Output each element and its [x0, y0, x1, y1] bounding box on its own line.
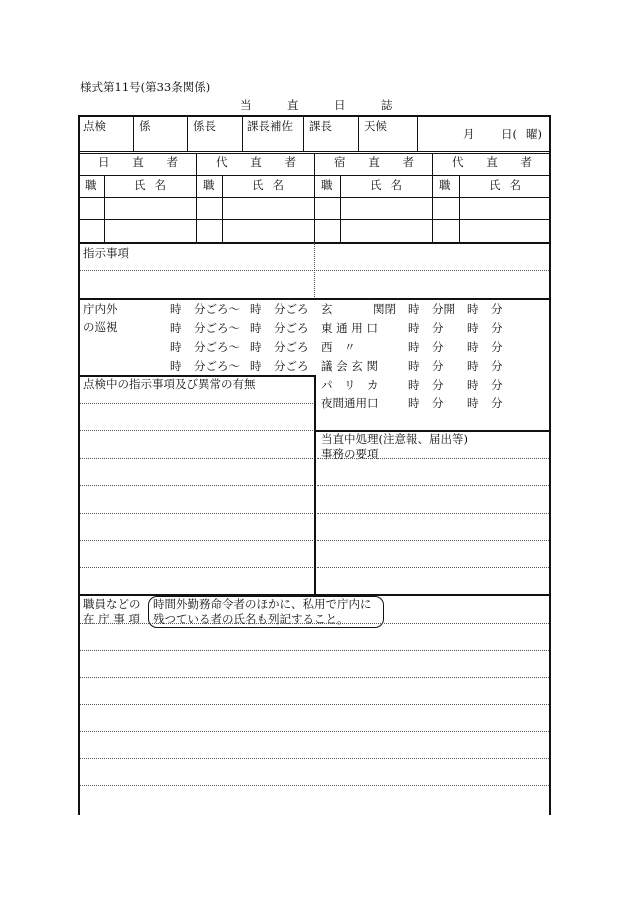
- processing-label: 事務の要項: [321, 447, 379, 461]
- door-hour: 時: [408, 340, 420, 354]
- patrol-label: の巡視: [83, 320, 118, 334]
- door-hour: 時: [408, 321, 420, 335]
- door-name: 夜間通用口: [321, 396, 379, 410]
- door-minute: 分: [432, 359, 444, 373]
- door-minute: 分: [432, 321, 444, 335]
- approval-staff: 係: [139, 119, 151, 133]
- door-minute: 分: [432, 340, 444, 354]
- staff-present-label: 在 庁 事 項: [83, 612, 140, 626]
- door-minute: 分: [491, 340, 503, 354]
- duty-name-label: 氏 名: [489, 178, 521, 192]
- door-minute: 分: [491, 359, 503, 373]
- patrol-label: 庁内外: [83, 302, 118, 316]
- patrol-hour: 時: [250, 302, 262, 316]
- duty-name-label: 氏 名: [370, 178, 402, 192]
- patrol-minute: 分ごろ: [274, 359, 309, 373]
- staff-present-note: 残つている者の氏名も列記すること。: [153, 612, 349, 626]
- door-hour: 時: [408, 378, 420, 392]
- door-hour: 時: [408, 396, 420, 410]
- duty-name-label: 氏 名: [252, 178, 284, 192]
- patrol-hour: 時: [170, 340, 182, 354]
- door-hour: 時: [408, 359, 420, 373]
- door-name: パ リ カ: [321, 378, 379, 392]
- date-day: 日(: [501, 127, 517, 141]
- door-status: 関閉: [373, 302, 396, 316]
- title-char: 当: [240, 98, 252, 112]
- processing-label: 当直中処理(注意報、届出等): [321, 432, 468, 446]
- door-hour: 時: [408, 302, 420, 316]
- frame-right: [549, 115, 551, 815]
- door-name: 玄: [321, 302, 333, 316]
- patrol-minute: 分ごろ〜: [194, 302, 240, 316]
- patrol-minute: 分ごろ〜: [194, 340, 240, 354]
- form-number: 様式第11号(第33条関係): [80, 80, 211, 94]
- door-hour: 時: [467, 321, 479, 335]
- door-hour: 時: [467, 396, 479, 410]
- patrol-hour: 時: [170, 321, 182, 335]
- patrol-hour: 時: [250, 340, 262, 354]
- duty-post-label: 職: [85, 178, 97, 192]
- title-char: 誌: [381, 98, 393, 112]
- duty-post-label: 職: [203, 178, 215, 192]
- date-weekday: 曜): [526, 127, 542, 141]
- duty-header-night: 宿 直 者: [334, 155, 414, 169]
- patrol-minute: 分ごろ〜: [194, 359, 240, 373]
- frame-left: [78, 115, 80, 815]
- date-month: 月: [463, 127, 475, 141]
- patrol-hour: 時: [250, 321, 262, 335]
- patrol-minute: 分ごろ〜: [194, 321, 240, 335]
- weather-label: 天候: [364, 119, 387, 133]
- door-name: 西 〃: [321, 340, 356, 354]
- duty-post-label: 職: [439, 178, 451, 192]
- approval-chief: 係長: [193, 119, 216, 133]
- duty-header-substitute-day: 代 直 者: [216, 155, 296, 169]
- patrol-minute: 分ごろ: [274, 321, 309, 335]
- title-char: 日: [334, 98, 346, 112]
- door-name: 議 会 玄 関: [321, 359, 378, 373]
- inspection-label: 点検中の指示事項及び異常の有無: [83, 377, 256, 391]
- instructions-label: 指示事項: [83, 246, 129, 260]
- duty-header-day: 日 直 者: [98, 155, 178, 169]
- approval-manager: 課長: [309, 119, 332, 133]
- patrol-hour: 時: [170, 359, 182, 373]
- door-minute: 分: [432, 396, 444, 410]
- door-minute: 分: [491, 302, 503, 316]
- staff-present-note: 時間外勤務命令者のほかに、私用で庁内に: [153, 597, 372, 611]
- patrol-minute: 分ごろ: [274, 340, 309, 354]
- approval-deputy-manager: 課長補佐: [247, 119, 293, 133]
- approval-inspection: 点検: [83, 119, 106, 133]
- door-hour: 時: [467, 302, 479, 316]
- door-hour: 時: [467, 340, 479, 354]
- patrol-minute: 分ごろ: [274, 302, 309, 316]
- duty-post-label: 職: [321, 178, 333, 192]
- door-name: 東 通 用 口: [321, 321, 378, 335]
- title-char: 直: [287, 98, 299, 112]
- door-minute: 分: [491, 378, 503, 392]
- staff-present-label: 職員などの: [83, 597, 141, 611]
- door-minute: 分: [432, 378, 444, 392]
- door-hour: 時: [467, 359, 479, 373]
- frame-top: [78, 115, 551, 117]
- duty-name-label: 氏 名: [134, 178, 166, 192]
- door-hour: 時: [467, 378, 479, 392]
- duty-header-substitute-night: 代 直 者: [452, 155, 532, 169]
- door-minute: 分: [491, 321, 503, 335]
- patrol-hour: 時: [170, 302, 182, 316]
- patrol-hour: 時: [250, 359, 262, 373]
- door-minute: 分: [491, 396, 503, 410]
- door-minute: 分開: [432, 302, 455, 316]
